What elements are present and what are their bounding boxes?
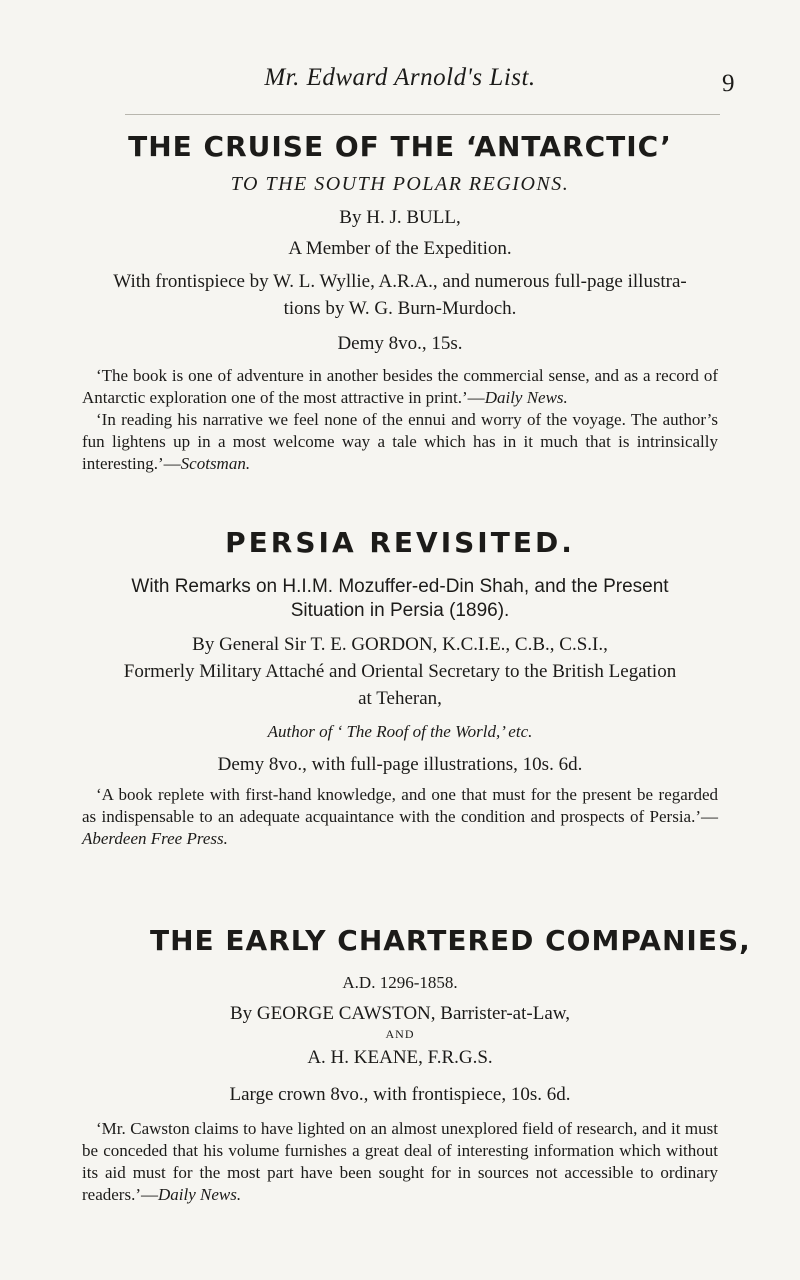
book-format-price: Demy 8vo., with full-page illustrations, 10s. 6d.	[217, 754, 583, 775]
quote-source: Daily News.	[158, 1185, 242, 1204]
book-format-price: Large crown 8vo., with frontispiece, 10s. 6d.	[229, 1084, 571, 1105]
author-conjunction: AND	[385, 1027, 415, 1041]
book-entry-persia-revisited	[0, 526, 800, 850]
book-author-1: By GEORGE CAWSTON, Barrister-at-Law,	[229, 1003, 571, 1024]
illustrations-note-line-2: tions by W. G. Burn-Murdoch.	[283, 298, 517, 319]
author-role-line-2: at Teheran,	[358, 688, 442, 709]
book-dates: A.D. 1296-1858.	[342, 973, 458, 992]
review-quote	[82, 409, 718, 475]
quote-source: Aberdeen Free Press.	[82, 829, 228, 848]
book-author-2: A. H. KEANE, F.R.G.S.	[307, 1047, 493, 1068]
book-title: THE CRUISE OF THE ‘ANTARCTIC’	[128, 130, 672, 163]
quote-source: Scotsman.	[180, 454, 251, 473]
quote-text: ‘In reading his narrative we feel none of the ennui and worry of the voyage. The author’s fun lightens up in a most welcome way a tale which has in it much that is intrinsically interesting.’—	[82, 410, 718, 473]
book-format-price: Demy 8vo., 15s.	[337, 333, 463, 354]
running-title: Mr. Edward Arnold's List.	[264, 64, 536, 91]
book-remarks-line-2: Situation in Persia (1896).	[290, 600, 510, 621]
book-remarks-line-1: With Remarks on H.I.M. Mozuffer-ed-Din Shah, and the Present	[131, 576, 669, 597]
book-entry-cruise-antarctic	[0, 130, 800, 475]
book-title: THE EARLY CHARTERED COMPANIES,	[150, 924, 751, 957]
book-subtitle: TO THE SOUTH POLAR REGIONS.	[230, 173, 570, 195]
book-author: By H. J. BULL,	[339, 207, 461, 228]
author-other-work: Author of ‘ The Roof of the World,’ etc.	[267, 722, 533, 741]
header-rule	[125, 114, 720, 115]
illustrations-note-line-1: With frontispiece by W. L. Wyllie, A.R.A., and numerous full-page illustra-	[113, 271, 687, 292]
book-author: By General Sir T. E. GORDON, K.C.I.E., C.B., C.S.I.,	[192, 634, 608, 655]
review-quote	[82, 1118, 718, 1206]
quote-text: ‘Mr. Cawston claims to have lighted on an almost unexplored field of research, and it must be conceded that his volume furnishes a great deal of interesting information which without its aid must for the most part have been sought for in sources not accessible to ordinary readers.’—	[82, 1119, 718, 1204]
author-role-line-1: Formerly Military Attaché and Oriental Secretary to the British Legation	[123, 661, 677, 682]
review-quote	[82, 365, 718, 409]
author-note: A Member of the Expedition.	[288, 238, 512, 259]
book-entry-early-chartered-companies	[0, 924, 800, 1206]
quote-source: Daily News.	[484, 388, 568, 407]
quote-text: ‘The book is one of adventure in another besides the commercial sense, and as a record of Antarctic exploration one of the most attractive in print.’—	[82, 366, 718, 407]
quote-text: ‘A book replete with first-hand knowledge, and one that must for the present be regarded as indispensable to an adequate acquaintance with the condition and prospects of Persia.’—	[82, 785, 718, 826]
review-quote	[82, 784, 718, 850]
page-number: 9	[722, 70, 735, 97]
book-title: PERSIA REVISITED.	[225, 526, 575, 559]
